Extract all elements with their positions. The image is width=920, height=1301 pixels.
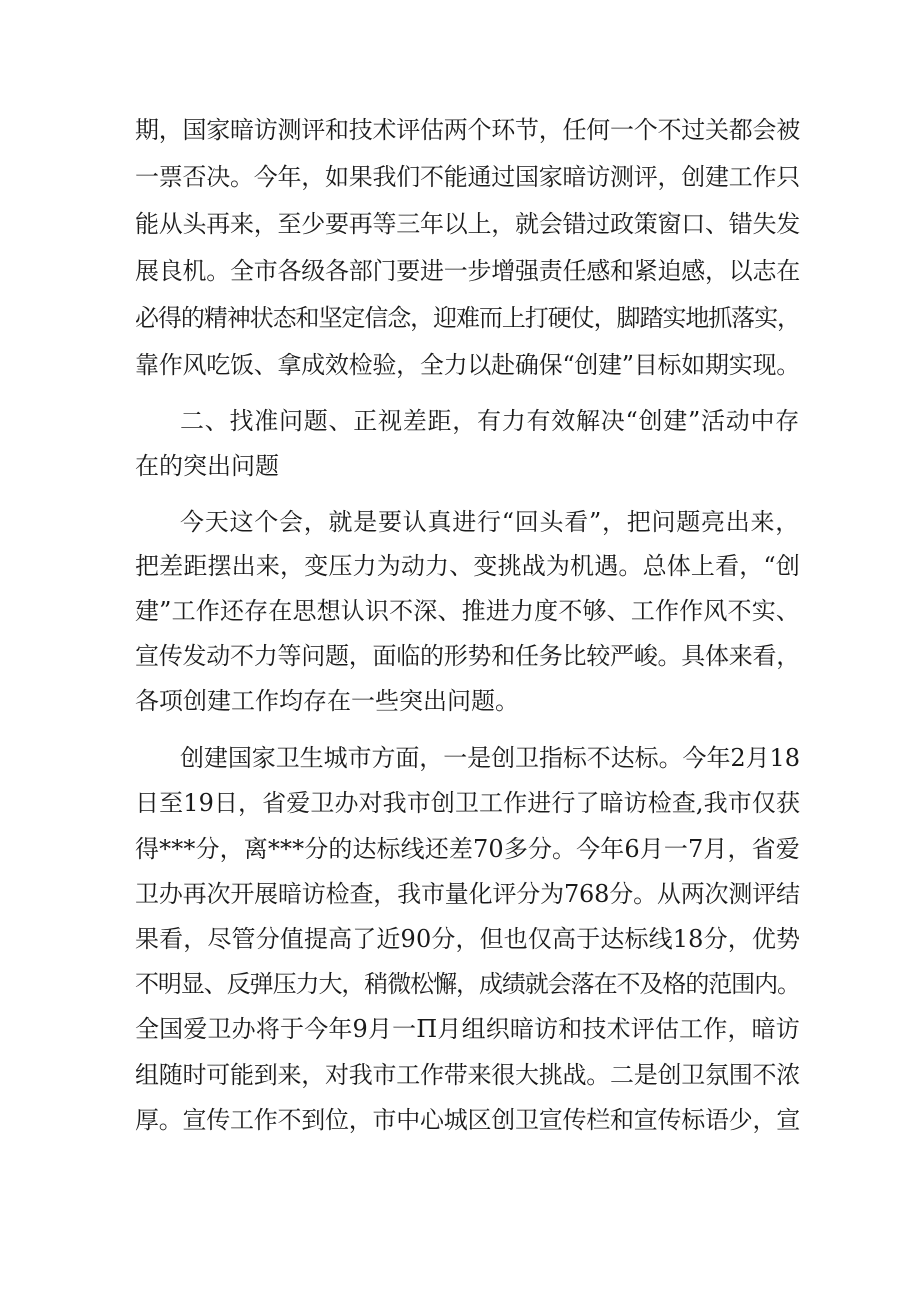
- text-line: 创建国家卫生城市方面，一是创卫指标不达标。今年2月18: [180, 744, 800, 772]
- text-line: 期，国家暗访测评和技术评估两个环节，任何一个不过关都会被: [135, 116, 800, 144]
- text-line: 必得的精神状态和坚定信念，迎难而上打硬仗，脚踏实地抓落实，: [135, 304, 800, 332]
- section-heading-line: 二、找准问题、正视差距，有力有效解决“创建”活动中存: [180, 407, 801, 435]
- section-heading-line: 在的突出问题: [135, 452, 279, 480]
- text-line: 把差距摆出来，变压力为动力、变挑战为机遇。总体上看，“创: [135, 552, 801, 580]
- text-line: 宣传发动不力等问题，面临的形势和任务比较严峻。具体来看，: [135, 642, 800, 670]
- text-line: 厚。宣传工作不到位，市中心城区创卫宣传栏和宣传标语少，宣: [135, 1106, 800, 1134]
- text-line: 果看，尽管分值提高了近90分，但也仅高于达标线18分，优势: [135, 925, 801, 953]
- text-line: 各项创建工作均存在一些突出问题。: [135, 687, 519, 715]
- text-line: 能从头再来，至少要再等三年以上，就会错过政策窗口、错失发: [135, 210, 800, 238]
- text-line: 组随时可能到来，对我市工作带来很大挑战。二是创卫氛围不浓: [135, 1061, 800, 1089]
- text-line: 今天这个会，就是要认真进行“回头看”，把问题亮出来，: [180, 508, 801, 536]
- text-line: 建”工作还存在思想认识不深、推进力度不够、工作作风不实、: [135, 597, 801, 625]
- text-line: 得***分，离***分的达标线还差70多分。今年6月一7月，省爱: [135, 835, 800, 863]
- text-line: 不明显、反弹压力大，稍微松懈，成绩就会落在不及格的范围内。: [135, 970, 800, 998]
- text-line: 全国爱卫办将于今年9月一Π月组织暗访和技术评估工作，暗访: [135, 1015, 800, 1043]
- text-line: 卫办再次开展暗访检查，我市量化评分为768分。从两次测评结: [135, 880, 800, 908]
- text-line: 一票否决。今年，如果我们不能通过国家暗访测评，创建工作只: [135, 163, 800, 191]
- text-line: 靠作风吃饭、拿成效检验，全力以赴确保“创建”目标如期实现。: [135, 351, 800, 379]
- text-line: 日至19日，省爱卫办对我市创卫工作进行了暗访检查,我市仅获: [135, 789, 801, 817]
- text-line: 展良机。全市各级各部门要进一步增强责任感和紧迫感，以志在: [135, 257, 800, 285]
